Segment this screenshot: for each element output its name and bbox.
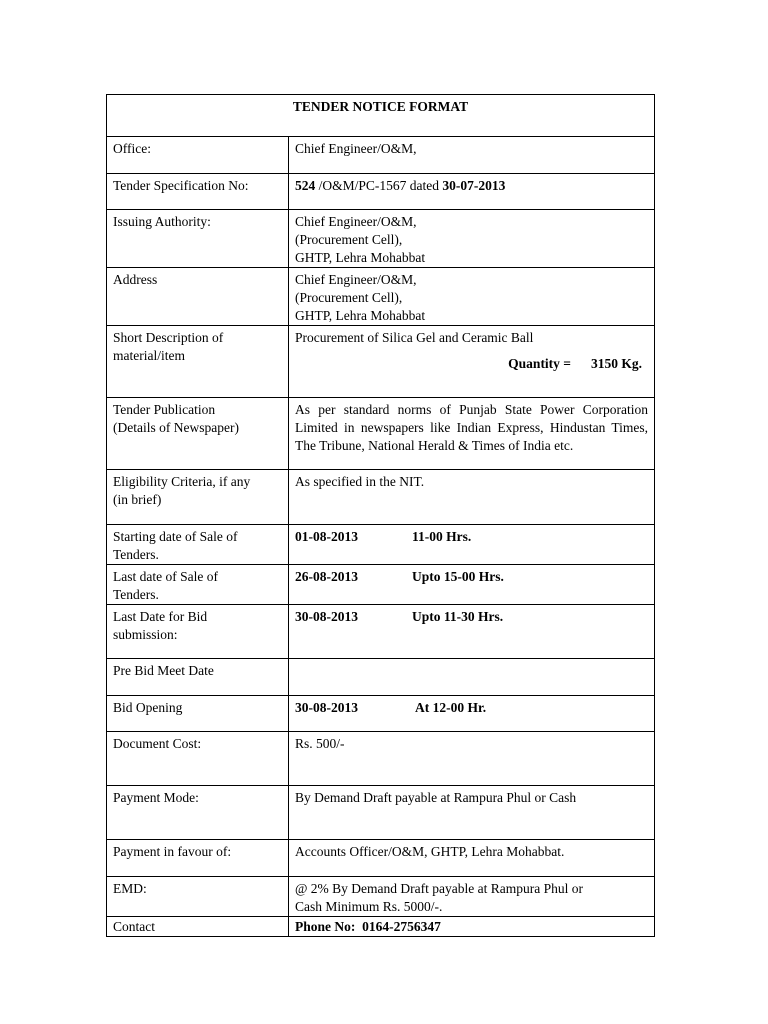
material-description: Procurement of Silica Gel and Ceramic Ball bbox=[295, 330, 534, 345]
last-bid-value bbox=[289, 605, 655, 659]
address-value bbox=[289, 268, 655, 326]
payment-favour-label: Payment in favour of: bbox=[107, 840, 289, 877]
office-label: Office: bbox=[107, 137, 289, 174]
issuing-authority-row bbox=[107, 210, 655, 268]
payment-favour-value: Accounts Officer/O&M, GHTP, Lehra Mohabbat. bbox=[289, 840, 655, 877]
bid-opening-date: 30-08-2013 bbox=[295, 700, 358, 715]
payment-favour-row bbox=[107, 840, 655, 877]
office-row bbox=[107, 137, 655, 174]
tender-notice-table bbox=[106, 94, 655, 937]
tender-spec-label: Tender Specification No: bbox=[107, 174, 289, 210]
eligibility-label: Eligibility Criteria, if any (in brief) bbox=[107, 470, 289, 525]
short-description-label: Short Description of material/item bbox=[107, 326, 289, 398]
start-sale-label: Starting date of Sale of Tenders. bbox=[107, 525, 289, 565]
issuing-authority-label: Issuing Authority: bbox=[107, 210, 289, 268]
contact-label: Contact bbox=[107, 917, 289, 937]
last-bid-row bbox=[107, 605, 655, 659]
tender-spec-date: 30-07-2013 bbox=[442, 178, 506, 193]
tender-spec-code: /O&M/PC-1567 dated bbox=[318, 178, 439, 193]
address-line: GHTP, Lehra Mohabbat bbox=[295, 308, 426, 323]
short-description-value bbox=[289, 326, 655, 398]
document-cost-label: Document Cost: bbox=[107, 732, 289, 786]
start-sale-value bbox=[289, 525, 655, 565]
last-sale-row bbox=[107, 565, 655, 605]
payment-mode-label: Payment Mode: bbox=[107, 786, 289, 840]
last-sale-time: Upto 15-00 Hrs. bbox=[412, 569, 504, 584]
short-description-row bbox=[107, 326, 655, 398]
pre-bid-value bbox=[289, 659, 655, 696]
emd-line: @ 2% By Demand Draft payable at Rampura Phul or bbox=[295, 881, 583, 896]
last-bid-time: Upto 11-30 Hrs. bbox=[412, 609, 504, 624]
quantity bbox=[295, 355, 648, 373]
payment-mode-row bbox=[107, 786, 655, 840]
last-sale-date: 26-08-2013 bbox=[295, 569, 358, 584]
eligibility-row bbox=[107, 470, 655, 525]
address-label: Address bbox=[107, 268, 289, 326]
quantity-label: Quantity = bbox=[508, 356, 571, 371]
tender-publication-row bbox=[107, 398, 655, 470]
document-cost-row bbox=[107, 732, 655, 786]
contact-value: Phone No: 0164-2756347 bbox=[289, 917, 655, 937]
office-value: Chief Engineer/O&M, bbox=[289, 137, 655, 174]
issuing-authority-value bbox=[289, 210, 655, 268]
eligibility-value: As specified in the NIT. bbox=[289, 470, 655, 525]
address-row bbox=[107, 268, 655, 326]
start-sale-time: 11-00 Hrs. bbox=[412, 529, 472, 544]
tender-publication-label: Tender Publication (Details of Newspaper) bbox=[107, 398, 289, 470]
tender-publication-value: As per standard norms of Punjab State Power Corporation Limited in newspapers like Indian Express, Hindustan Times, The Tribune, National Herald & Times of India etc. bbox=[289, 398, 655, 470]
issuing-authority-line: (Procurement Cell), bbox=[295, 232, 403, 247]
tender-spec-number: 524 bbox=[295, 178, 316, 193]
quantity-value: 3150 Kg. bbox=[591, 356, 643, 371]
emd-line: Cash Minimum Rs. 5000/-. bbox=[295, 899, 443, 914]
bid-opening-value bbox=[289, 696, 655, 732]
issuing-authority-line: Chief Engineer/O&M, bbox=[295, 214, 417, 229]
tender-title: TENDER NOTICE FORMAT bbox=[107, 95, 655, 137]
last-sale-label: Last date of Sale of Tenders. bbox=[107, 565, 289, 605]
last-bid-date: 30-08-2013 bbox=[295, 609, 358, 624]
tender-spec-row bbox=[107, 174, 655, 210]
emd-value bbox=[289, 877, 655, 917]
last-bid-label: Last Date for Bid submission: bbox=[107, 605, 289, 659]
start-sale-date: 01-08-2013 bbox=[295, 529, 358, 544]
bid-opening-time: At 12-00 Hr. bbox=[415, 700, 487, 715]
address-line: (Procurement Cell), bbox=[295, 290, 403, 305]
pre-bid-row bbox=[107, 659, 655, 696]
bid-opening-row bbox=[107, 696, 655, 732]
start-sale-row bbox=[107, 525, 655, 565]
address-line: Chief Engineer/O&M, bbox=[295, 272, 417, 287]
payment-mode-value: By Demand Draft payable at Rampura Phul or Cash bbox=[289, 786, 655, 840]
issuing-authority-line: GHTP, Lehra Mohabbat bbox=[295, 250, 426, 265]
contact-row bbox=[107, 917, 655, 937]
title-row bbox=[107, 95, 655, 137]
pre-bid-label: Pre Bid Meet Date bbox=[107, 659, 289, 696]
last-sale-value bbox=[289, 565, 655, 605]
tender-spec-value bbox=[289, 174, 655, 210]
bid-opening-label: Bid Opening bbox=[107, 696, 289, 732]
document-cost-value: Rs. 500/- bbox=[289, 732, 655, 786]
emd-row bbox=[107, 877, 655, 917]
emd-label: EMD: bbox=[107, 877, 289, 917]
